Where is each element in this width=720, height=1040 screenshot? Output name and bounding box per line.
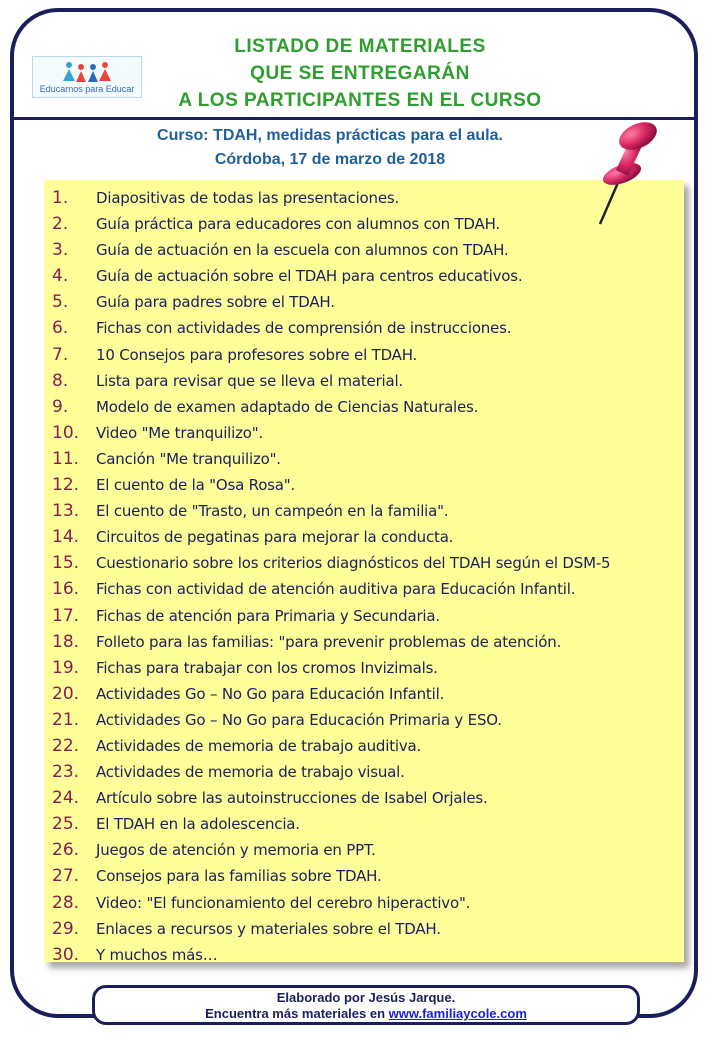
item-text: Fichas de atención para Primaria y Secundaria. (96, 606, 440, 625)
item-text: Modelo de examen adaptado de Ciencias Naturales. (96, 397, 479, 416)
item-number: 30. (52, 944, 80, 965)
website-link[interactable]: www.familiaycole.com (388, 1006, 527, 1021)
list-item (44, 942, 684, 968)
item-text: Guía de actuación sobre el TDAH para centros educativos. (96, 267, 523, 286)
list-item (44, 603, 684, 629)
item-number: 19. (52, 657, 80, 678)
list-item (44, 315, 684, 341)
item-number: 18. (52, 631, 80, 652)
list-item (44, 629, 684, 655)
title-line-1: LISTADO DE MATERIALES (234, 36, 486, 57)
item-number: 29. (52, 918, 80, 939)
footer-prefix: Encuentra más materiales en (205, 1006, 389, 1021)
list-item (44, 863, 684, 889)
item-text: Enlaces a recursos y materiales sobre el TDAH. (96, 919, 441, 938)
item-number: 11. (52, 448, 80, 469)
item-text: Video: "El funcionamiento del cerebro hiperactivo". (96, 893, 471, 912)
list-item (44, 185, 684, 211)
title-line-2: QUE SE ENTREGARÁN (250, 63, 470, 84)
item-text: Juegos de atención y memoria en PPT. (96, 841, 376, 860)
item-text: Video "Me tranquilizo". (96, 423, 264, 442)
item-text: Canción "Me tranquilizo". (96, 449, 281, 468)
item-text: 10 Consejos para profesores sobre el TDAH. (96, 345, 418, 364)
item-text: El cuento de "Trasto, un campeón en la familia". (96, 502, 449, 521)
list-item (44, 394, 684, 420)
title-line-3: A LOS PARTICIPANTES EN EL CURSO (178, 90, 542, 111)
item-number: 10. (52, 422, 80, 443)
list-item (44, 785, 684, 811)
item-number: 28. (52, 892, 80, 913)
list-item (44, 550, 684, 576)
logo-text: Educarnos para Educar (39, 84, 135, 94)
list-item (44, 342, 684, 368)
list-item (44, 890, 684, 916)
item-text: Actividades Go – No Go para Educación Infantil. (96, 684, 445, 703)
list-item (44, 420, 684, 446)
item-number: 2. (52, 214, 69, 235)
item-text: Cuestionario sobre los criterios diagnósticos del TDAH según el DSM-5 (96, 554, 611, 573)
item-number: 15. (52, 553, 80, 574)
item-text: Circuitos de pegatinas para mejorar la conducta. (96, 528, 454, 547)
item-number: 14. (52, 527, 80, 548)
item-text: Fichas para trabajar con los cromos Invizimals. (96, 658, 438, 677)
list-item (44, 811, 684, 837)
item-text: El TDAH en la adolescencia. (96, 815, 300, 834)
item-text: Fichas con actividades de comprensión de instrucciones. (96, 319, 512, 338)
footer-link-line (95, 1006, 637, 1022)
item-number: 27. (52, 866, 80, 887)
footer-author: Elaborado por Jesús Jarque. (276, 990, 456, 1005)
list-item (44, 472, 684, 498)
item-text: Consejos para las familias sobre TDAH. (96, 867, 382, 886)
list-item (44, 655, 684, 681)
list-item (44, 733, 684, 759)
item-number: 3. (52, 240, 69, 261)
item-number: 20. (52, 683, 80, 704)
item-text: Guía práctica para educadores con alumnos con TDAH. (96, 215, 500, 234)
list-item (44, 498, 684, 524)
item-number: 12. (52, 475, 80, 496)
list-item (44, 759, 684, 785)
item-text: Actividades de memoria de trabajo visual. (96, 763, 405, 782)
list-item (44, 211, 684, 237)
course-name: Curso: TDAH, medidas prácticas para el aula. (157, 127, 503, 144)
pushpin-icon (590, 118, 670, 228)
item-number: 9. (52, 396, 69, 417)
item-text: Lista para revisar que se lleva el material. (96, 371, 404, 390)
item-number: 5. (52, 292, 69, 313)
course-info (60, 124, 600, 172)
item-text: Guía para padres sobre el TDAH. (96, 293, 335, 312)
list-item (44, 263, 684, 289)
item-number: 23. (52, 762, 80, 783)
list-item (44, 707, 684, 733)
item-text: El cuento de la "Osa Rosa". (96, 476, 296, 495)
item-text: Folleto para las familias: "para prevenir problemas de atención. (96, 632, 562, 651)
list-item (44, 681, 684, 707)
footer-credits (92, 985, 640, 1025)
list-item (44, 576, 684, 602)
item-number: 6. (52, 318, 69, 339)
item-number: 13. (52, 501, 80, 522)
item-number: 8. (52, 370, 69, 391)
materials-note (44, 180, 684, 965)
item-number: 26. (52, 840, 80, 861)
item-text: Fichas con actividad de atención auditiva para Educación Infantil. (96, 580, 576, 599)
page-title (120, 33, 600, 114)
course-date: Córdoba, 17 de marzo de 2018 (214, 151, 446, 168)
materials-list (44, 185, 684, 968)
item-number: 21. (52, 709, 80, 730)
item-text: Y muchos más… (96, 945, 218, 964)
people-logo-icon (59, 61, 115, 83)
list-item (44, 237, 684, 263)
item-number: 17. (52, 605, 80, 626)
item-text: Guía de actuación en la escuela con alumnos con TDAH. (96, 241, 509, 260)
item-text: Actividades Go – No Go para Educación Primaria y ESO. (96, 710, 502, 729)
item-number: 25. (52, 814, 80, 835)
list-item (44, 524, 684, 550)
list-item (44, 446, 684, 472)
item-text: Diapositivas de todas las presentaciones. (96, 189, 400, 207)
item-number: 16. (52, 579, 80, 600)
item-number: 24. (52, 788, 80, 809)
list-item (44, 916, 684, 942)
item-number: 1. (52, 188, 69, 208)
item-number: 7. (52, 344, 69, 365)
item-number: 22. (52, 735, 80, 756)
item-text: Actividades de memoria de trabajo auditiva. (96, 736, 422, 755)
list-item (44, 289, 684, 315)
item-text: Artículo sobre las autoinstrucciones de Isabel Orjales. (96, 789, 488, 808)
list-item (44, 837, 684, 863)
list-item (44, 368, 684, 394)
item-number: 4. (52, 266, 69, 287)
